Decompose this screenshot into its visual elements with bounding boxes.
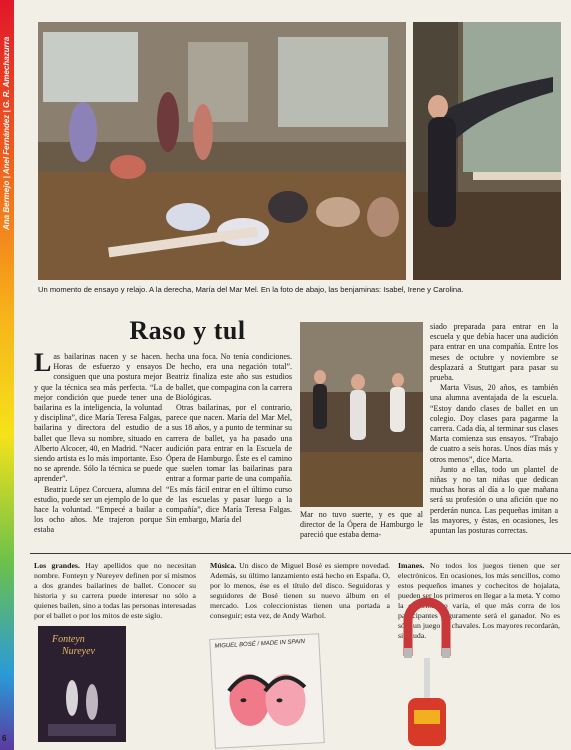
article-column-3: Mar no tuvo suerte, y es que al director de la Ópera de Hamburgo le pareció que estaba dema- xyxy=(300,510,423,540)
album-cover-text: MIGUEL BOSÉ / MADE IN SPAIN xyxy=(214,638,306,650)
book-title-fonteyn: Fonteyn xyxy=(52,634,85,645)
column-4-paragraph-1: siado preparada para entrar en la escuela y que debía hacer una audición para entrar en una compañía. Entre los meses de octubre y noviembre se desplazará a Stuttgart para pasar su prueba. xyxy=(430,322,558,383)
photo-credits: Ana Bermejo | Anel Fernández | G. R. Amechazurra xyxy=(2,36,11,230)
column-2-paragraph-1: hecha una foca. No tenía condiciones. De hecho, era una negación total”. Beatriz finaliza este año sus estudios de ballet, que compagina con la carrera de Biológicas. xyxy=(166,352,292,402)
article-column-4 xyxy=(430,322,558,536)
maria-del-mar-photo xyxy=(413,22,561,280)
miguel-bose-album-cover xyxy=(209,633,325,749)
box-musica-heading: Música. xyxy=(210,561,237,570)
box-imanes-text: No todos los juegos tienen que ser electrónicos. En ocasiones, los más sencillos, como estos pequeños imanes y cochecitos de hojalata, pueden ser los primeros en llegar a la meta. Y como la emoción no varía, el que más corra de los participantes seguramente será el ganador. No es sólo un juego de chavales. Los mayores recordarán, sin duda. xyxy=(398,561,560,640)
section-divider xyxy=(30,553,571,554)
box-imanes-heading: Imanes. xyxy=(398,561,425,570)
column-4-paragraph-2: Marta Visus, 20 años, es también una alumna aventajada de la escuela. “Estoy dando clases de ballet en un colegio. Doy clases para pagarme la carrera. Cada día, al terminar sus clases Marta comienza sus ensayos. “Trabajo de cuatro a seis horas. Unos días más y otros menos”, dice Marta. xyxy=(430,383,558,464)
box-los-grandes xyxy=(34,561,196,621)
rehearsal-photo xyxy=(38,22,406,280)
column-2-paragraph-2: Otras bailarinas, por el contrario, parece que nacen. María del Mar Mel, a sus 18 años, y a punto de terminar su carrera de ballet, ya ha pasado una audición para entrar en la Escuela de Ópera de Hamburgo. Éste es el camino que suelen tomar las bailarinas para entrar a formar parte de una compañía. “Es más fácil entrar en el último curso de las escuelas y pasar luego a la compañía”, dice María Teresa Falgas. Sin embargo, María del xyxy=(166,403,292,525)
article-column-2 xyxy=(166,352,292,525)
box-grandes-heading: Los grandes. xyxy=(34,561,80,570)
column-1-paragraph-1: as bailarinas nacen y se hacen. Horas de esfuerzo y ensayos consiguen que una postura mejor y que la técnica sea más perfecta. “La mejor condición que puede tener una bailarina es la inteligencia, la voluntad y disciplina”, dice María Teresa Falgas, bailarina y directora del estudio de ballet que lleva su nombre, situado en Alberto Alcocer, 40, en Madrid. “Nacer siendo artista es lo más importante. Eso no se aprende. Sólo la técnica se puede aprender”. xyxy=(34,352,162,484)
photo-caption: Un momento de ensayo y relajo. A la derecha, María del Mar Mel. En la foto de abajo, las benjaminas: Isabel, Irene y Carolina. xyxy=(38,285,464,294)
box-musica xyxy=(210,561,390,621)
article-title: Raso y tul xyxy=(129,316,246,345)
book-title-nureyev: Nureyev xyxy=(62,646,95,657)
column-4-paragraph-3: Junto a ellas, todo un plantel de niñas y no tan niñas que dedican muchas horas al día a lo que mañana será su profesión o una afición que no perderán nunca. Las pequeñas imitan a las mayores, y éstas, en ocasiones, les apuntan las posturas correctas. xyxy=(430,464,558,536)
magnet-toy-photo xyxy=(394,586,460,746)
article-column-1 xyxy=(34,348,162,536)
box-grandes-text: Hay apellidos que no necesitan nombre. Fonteyn y Nureyev definen por sí mismos a dos grandes bailarines de ballet. Conocer su historia y su carrera puede interesar no sólo a quienes bailen, sino a todas las personas interesadas por el ballet o por los mitos de este siglo. xyxy=(34,561,196,620)
box-musica-text: Un disco de Miguel Bosé es siempre novedad. Además, su último lanzamiento está hecho en España. O, por lo menos, ése es el título del disco. Seguidoras y seguidores de Bosé tienen su nuevo álbum en el mercado. Los coleccionistas tienen una portada a conseguir; esta vez, de Andy Warhol. xyxy=(210,561,390,620)
fonteyn-nureyev-book-cover xyxy=(38,626,126,742)
drop-cap: L xyxy=(34,348,52,377)
page-number: 6 xyxy=(2,734,7,743)
benjaminas-photo xyxy=(300,322,423,507)
column-1-paragraph-2: Beatriz López Corcuera, alumna del estudio, puede ser un ejemplo de lo que hace la voluntad. “Empecé a bailar a los ocho años. Me trajeron porque estaba xyxy=(34,484,162,535)
